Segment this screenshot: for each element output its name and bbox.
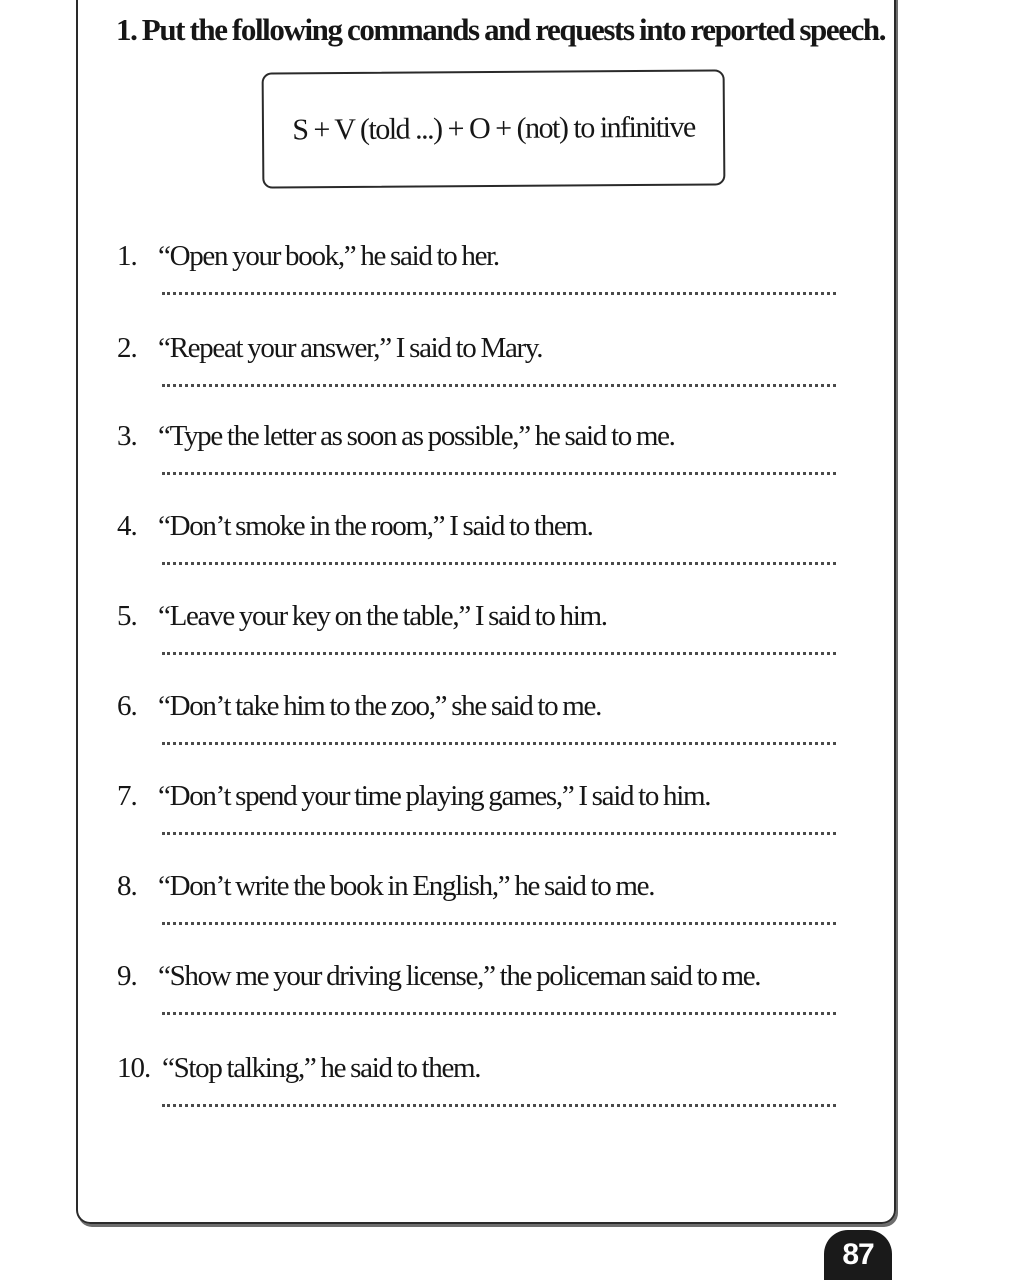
item-number: 4. <box>117 510 137 542</box>
page-number-badge: 87 <box>824 1230 892 1280</box>
exercise-item-5 <box>0 600 1024 690</box>
item-number: 3. <box>117 420 137 452</box>
item-number: 8. <box>117 870 137 902</box>
answer-line[interactable] <box>162 922 836 925</box>
item-sentence: “Leave your key on the table,” I said to him. <box>158 600 607 632</box>
item-sentence: “Type the letter as soon as possible,” he said to me. <box>158 420 675 452</box>
answer-line[interactable] <box>162 472 836 475</box>
exercise-item-2 <box>0 332 1024 422</box>
item-number: 7. <box>117 780 137 812</box>
answer-line[interactable] <box>162 1104 836 1107</box>
answer-line[interactable] <box>162 742 836 745</box>
exercise-item-8 <box>0 870 1024 960</box>
exercise-item-6 <box>0 690 1024 780</box>
item-sentence: “Show me your driving license,” the policeman said to me. <box>158 960 761 992</box>
item-number: 5. <box>117 600 137 632</box>
exercise-item-9 <box>0 960 1024 1050</box>
exercise-item-7 <box>0 780 1024 870</box>
exercise-item-10 <box>0 1052 1024 1142</box>
answer-line[interactable] <box>162 652 836 655</box>
item-number: 9. <box>117 960 137 992</box>
item-number: 1. <box>117 240 137 272</box>
exercise-title: 1. Put the following commands and requests into reported speech. <box>116 12 886 47</box>
item-sentence: “Don’t smoke in the room,” I said to them. <box>158 510 593 542</box>
answer-line[interactable] <box>162 562 836 565</box>
item-number: 6. <box>117 690 137 722</box>
formula-box <box>262 69 726 188</box>
exercise-item-4 <box>0 510 1024 600</box>
answer-line[interactable] <box>162 832 836 835</box>
answer-line[interactable] <box>162 292 836 295</box>
item-sentence: “Don’t spend your time playing games,” I said to him. <box>158 780 711 812</box>
item-number: 10. <box>117 1052 151 1084</box>
item-sentence: “Open your book,” he said to her. <box>158 240 499 272</box>
answer-line[interactable] <box>162 1012 836 1015</box>
exercise-item-3 <box>0 420 1024 510</box>
item-number: 2. <box>117 332 137 364</box>
item-sentence: “Don’t take him to the zoo,” she said to me. <box>158 690 602 722</box>
item-sentence: “Repeat your answer,” I said to Mary. <box>158 332 543 364</box>
formula-text: S + V (told ...) + O + (not) to infinitive <box>292 110 695 147</box>
answer-line[interactable] <box>162 384 836 387</box>
exercise-item-1 <box>0 240 1024 330</box>
item-sentence: “Don’t write the book in English,” he said to me. <box>158 870 655 902</box>
item-sentence: “Stop talking,” he said to them. <box>162 1052 481 1084</box>
